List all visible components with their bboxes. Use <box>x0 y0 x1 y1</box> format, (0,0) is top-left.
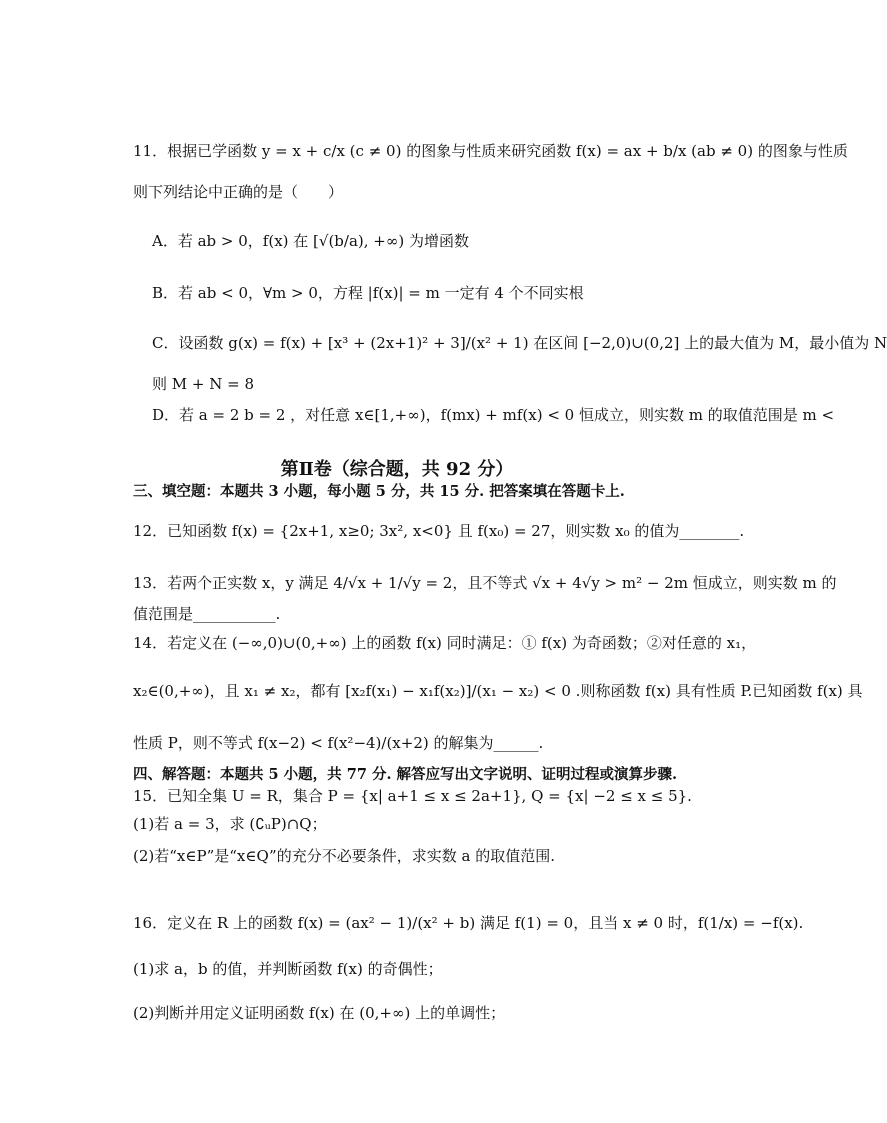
q13-line1: 13．若两个正实数 x，y 满足 4/√x + 1/√y = 2，且不等式 √x + 4√y > m² − 2m 恒成立，则实数 m 的 <box>133 574 837 592</box>
q15-line3: (2)若“x∈P”是“x∈Q”的充分不必要条件，求实数 a 的取值范围. <box>133 847 555 865</box>
q16-line2: (1)求 a，b 的值，并判断函数 f(x) 的奇偶性； <box>133 960 443 978</box>
q11-option-c-line2: 则 M + N = 8 <box>152 375 255 393</box>
q16-line3: (2)判断并用定义证明函数 f(x) 在 (0,+∞) 上的单调性； <box>133 1004 506 1022</box>
q11-option-b: B．若 ab < 0，∀m > 0，方程 |f(x)| = m 一定有 4 个不同实根 <box>152 284 584 302</box>
q11-option-c-line1: C．设函数 g(x) = f(x) + [x³ + (2x+1)² + 3]/(x² + 1) 在区间 [−2,0)∪(0,2] 上的最大值为 M，最小值为 N <box>152 334 887 352</box>
q14-line1: 14．若定义在 (−∞,0)∪(0,+∞) 上的函数 f(x) 同时满足：① f(x) 为奇函数；②对任意的 x₁， <box>133 634 757 652</box>
q15-line2: (1)若 a = 3，求 (∁ᵤP)∩Q； <box>133 815 327 833</box>
q14-line2: x₂∈(0,+∞)，且 x₁ ≠ x₂，都有 [x₂f(x₁) − x₁f(x₂)]/(x₁ − x₂) < 0 .则称函数 f(x) 具有性质 P.已知函数 f(x) 具 <box>133 682 863 700</box>
q15-line1: 15．已知全集 U = R，集合 P = {x| a+1 ≤ x ≤ 2a+1}, Q = {x| −2 ≤ x ≤ 5}. <box>133 787 692 805</box>
q16-line1: 16．定义在 R 上的函数 f(x) = (ax² − 1)/(x² + b) 满足 f(1) = 0，且当 x ≠ 0 时，f(1/x) = −f(x). <box>133 914 804 932</box>
q11-option-a: A．若 ab > 0，f(x) 在 [√(b/a), +∞) 为增函数 <box>152 232 469 250</box>
section3-heading: 三、填空题：本题共 3 小题，每小题 5 分，共 15 分. 把答案填在答题卡上. <box>133 483 625 500</box>
q11-stem-line2: 则下列结论中正确的是（ ） <box>133 183 344 201</box>
q11-option-d: D．若 a = 2 b = 2 ，对任意 x∈[1,+∞)，f(mx) + mf(x) < 0 恒成立，则实数 m 的取值范围是 m < <box>152 406 835 424</box>
q12: 12．已知函数 f(x) = {2x+1, x≥0; 3x², x<0} 且 f(x₀) = 27，则实数 x₀ 的值为________. <box>133 522 745 540</box>
q13-line2: 值范围是___________. <box>133 605 281 623</box>
q11-stem-line1: 11．根据已学函数 y = x + c/x (c ≠ 0) 的图象与性质来研究函数 f(x) = ax + b/x (ab ≠ 0) 的图象与性质 <box>133 142 848 160</box>
section4-heading: 四、解答题：本题共 5 小题，共 77 分. 解答应写出文字说明、证明过程或演算步骤. <box>133 766 678 783</box>
part2-title: 第Ⅱ卷（综合题，共 92 分） <box>280 459 514 480</box>
q14-line3: 性质 P，则不等式 f(x−2) < f(x²−4)/(x+2) 的解集为______. <box>133 734 544 752</box>
